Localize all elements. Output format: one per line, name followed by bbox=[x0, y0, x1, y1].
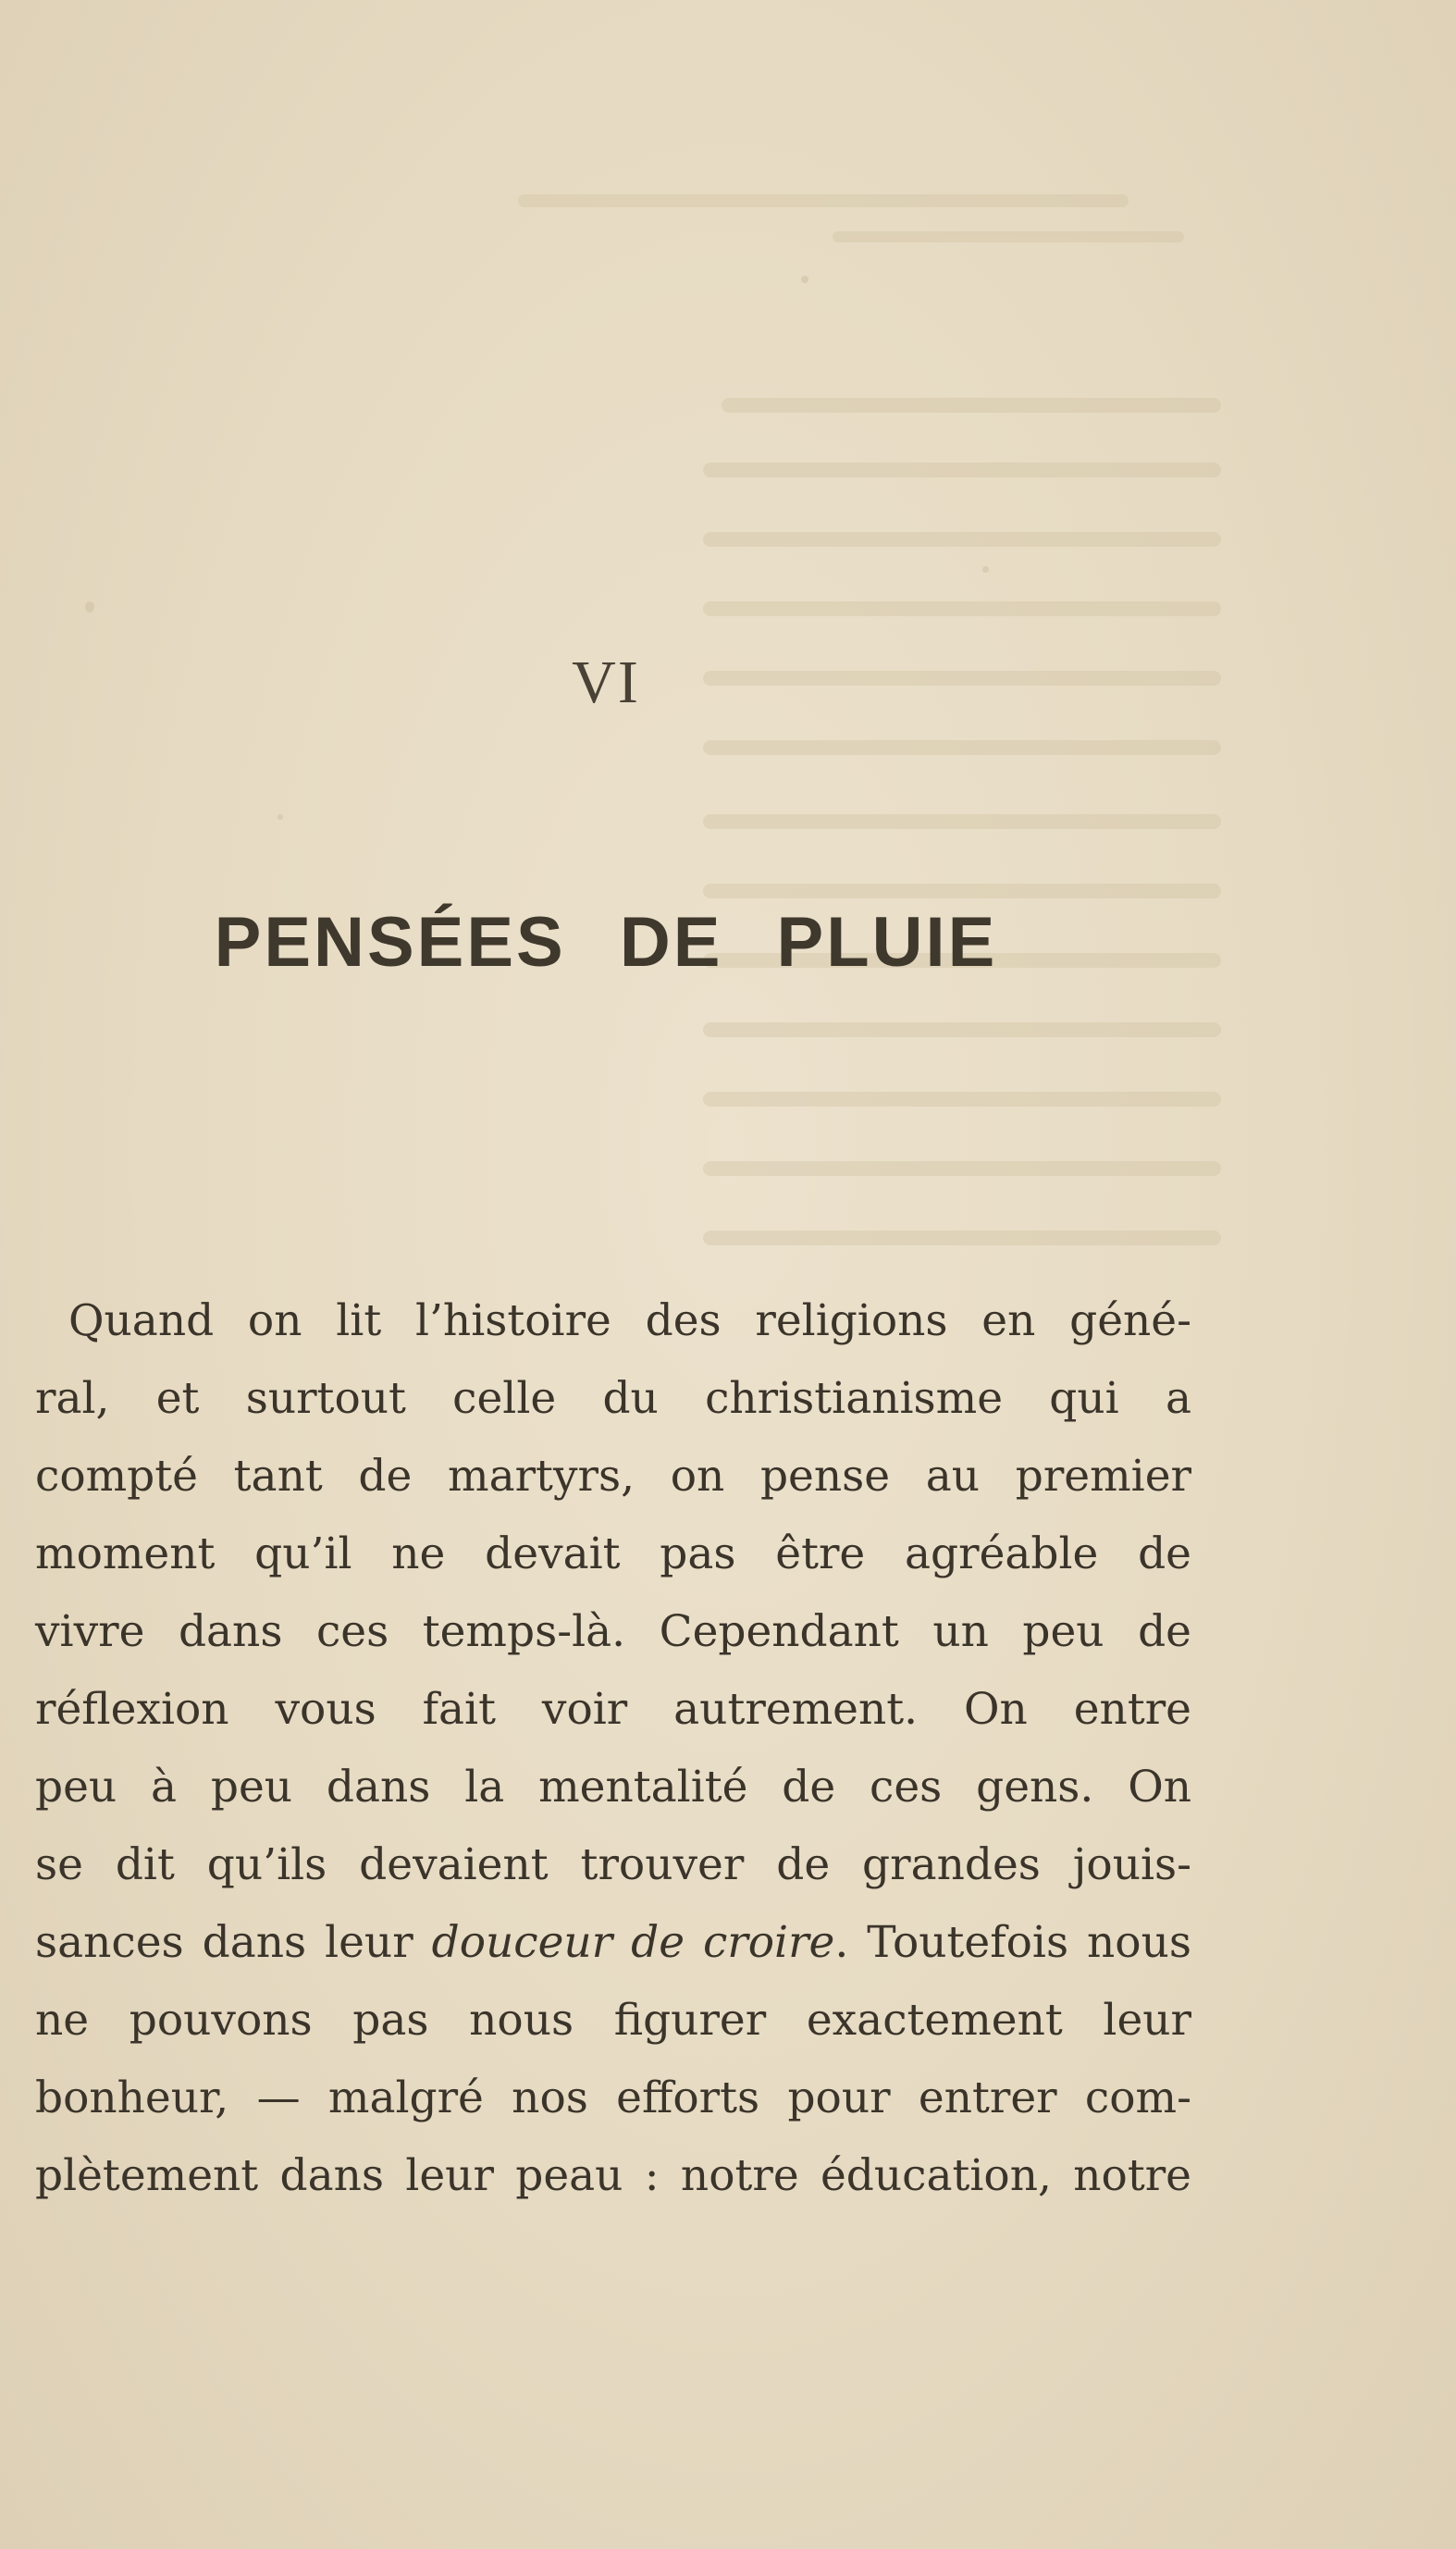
text-line: peu à peu dans la mentalité de ces gens. On bbox=[35, 1762, 1191, 1813]
text-line: Quand on lit l’histoire des religions en géné- bbox=[68, 1295, 1191, 1346]
paper-spot bbox=[85, 601, 94, 613]
paper-spot bbox=[982, 566, 989, 573]
text-line: vivre dans ces temps-là. Cependant un peu de bbox=[35, 1606, 1191, 1657]
text-line: compté tant de martyrs, on pense au premier bbox=[35, 1451, 1191, 1502]
text-line-with-italic bbox=[35, 1904, 1191, 1982]
chapter-number: VI bbox=[572, 649, 640, 716]
italic-phrase: douceur de croire bbox=[431, 1917, 835, 1968]
text-segment: sances dans leur bbox=[35, 1917, 432, 1968]
text-line: moment qu’il ne devait pas être agréable de bbox=[35, 1528, 1191, 1579]
text-line: ral, et surtout celle du christianisme qui a bbox=[35, 1373, 1191, 1424]
text-line: réflexion vous fait voir autrement. On entre bbox=[35, 1684, 1191, 1735]
paper-spot bbox=[278, 814, 283, 820]
text-line: ne pouvons pas nous figurer exactement leur bbox=[35, 1995, 1191, 2046]
text-line: plètement dans leur peau : notre éducation, notre bbox=[35, 2150, 1191, 2201]
body-paragraph bbox=[35, 1282, 1191, 2215]
text-line: bonheur, — malgré nos efforts pour entrer com- bbox=[35, 2073, 1191, 2123]
paper-spot bbox=[801, 276, 808, 283]
text-line: se dit qu’ils devaient trouver de grandes jouis- bbox=[35, 1839, 1191, 1890]
text-segment: . Toutefois nous bbox=[834, 1917, 1191, 1968]
chapter-title: PENSÉES DE PLUIE bbox=[214, 903, 998, 982]
